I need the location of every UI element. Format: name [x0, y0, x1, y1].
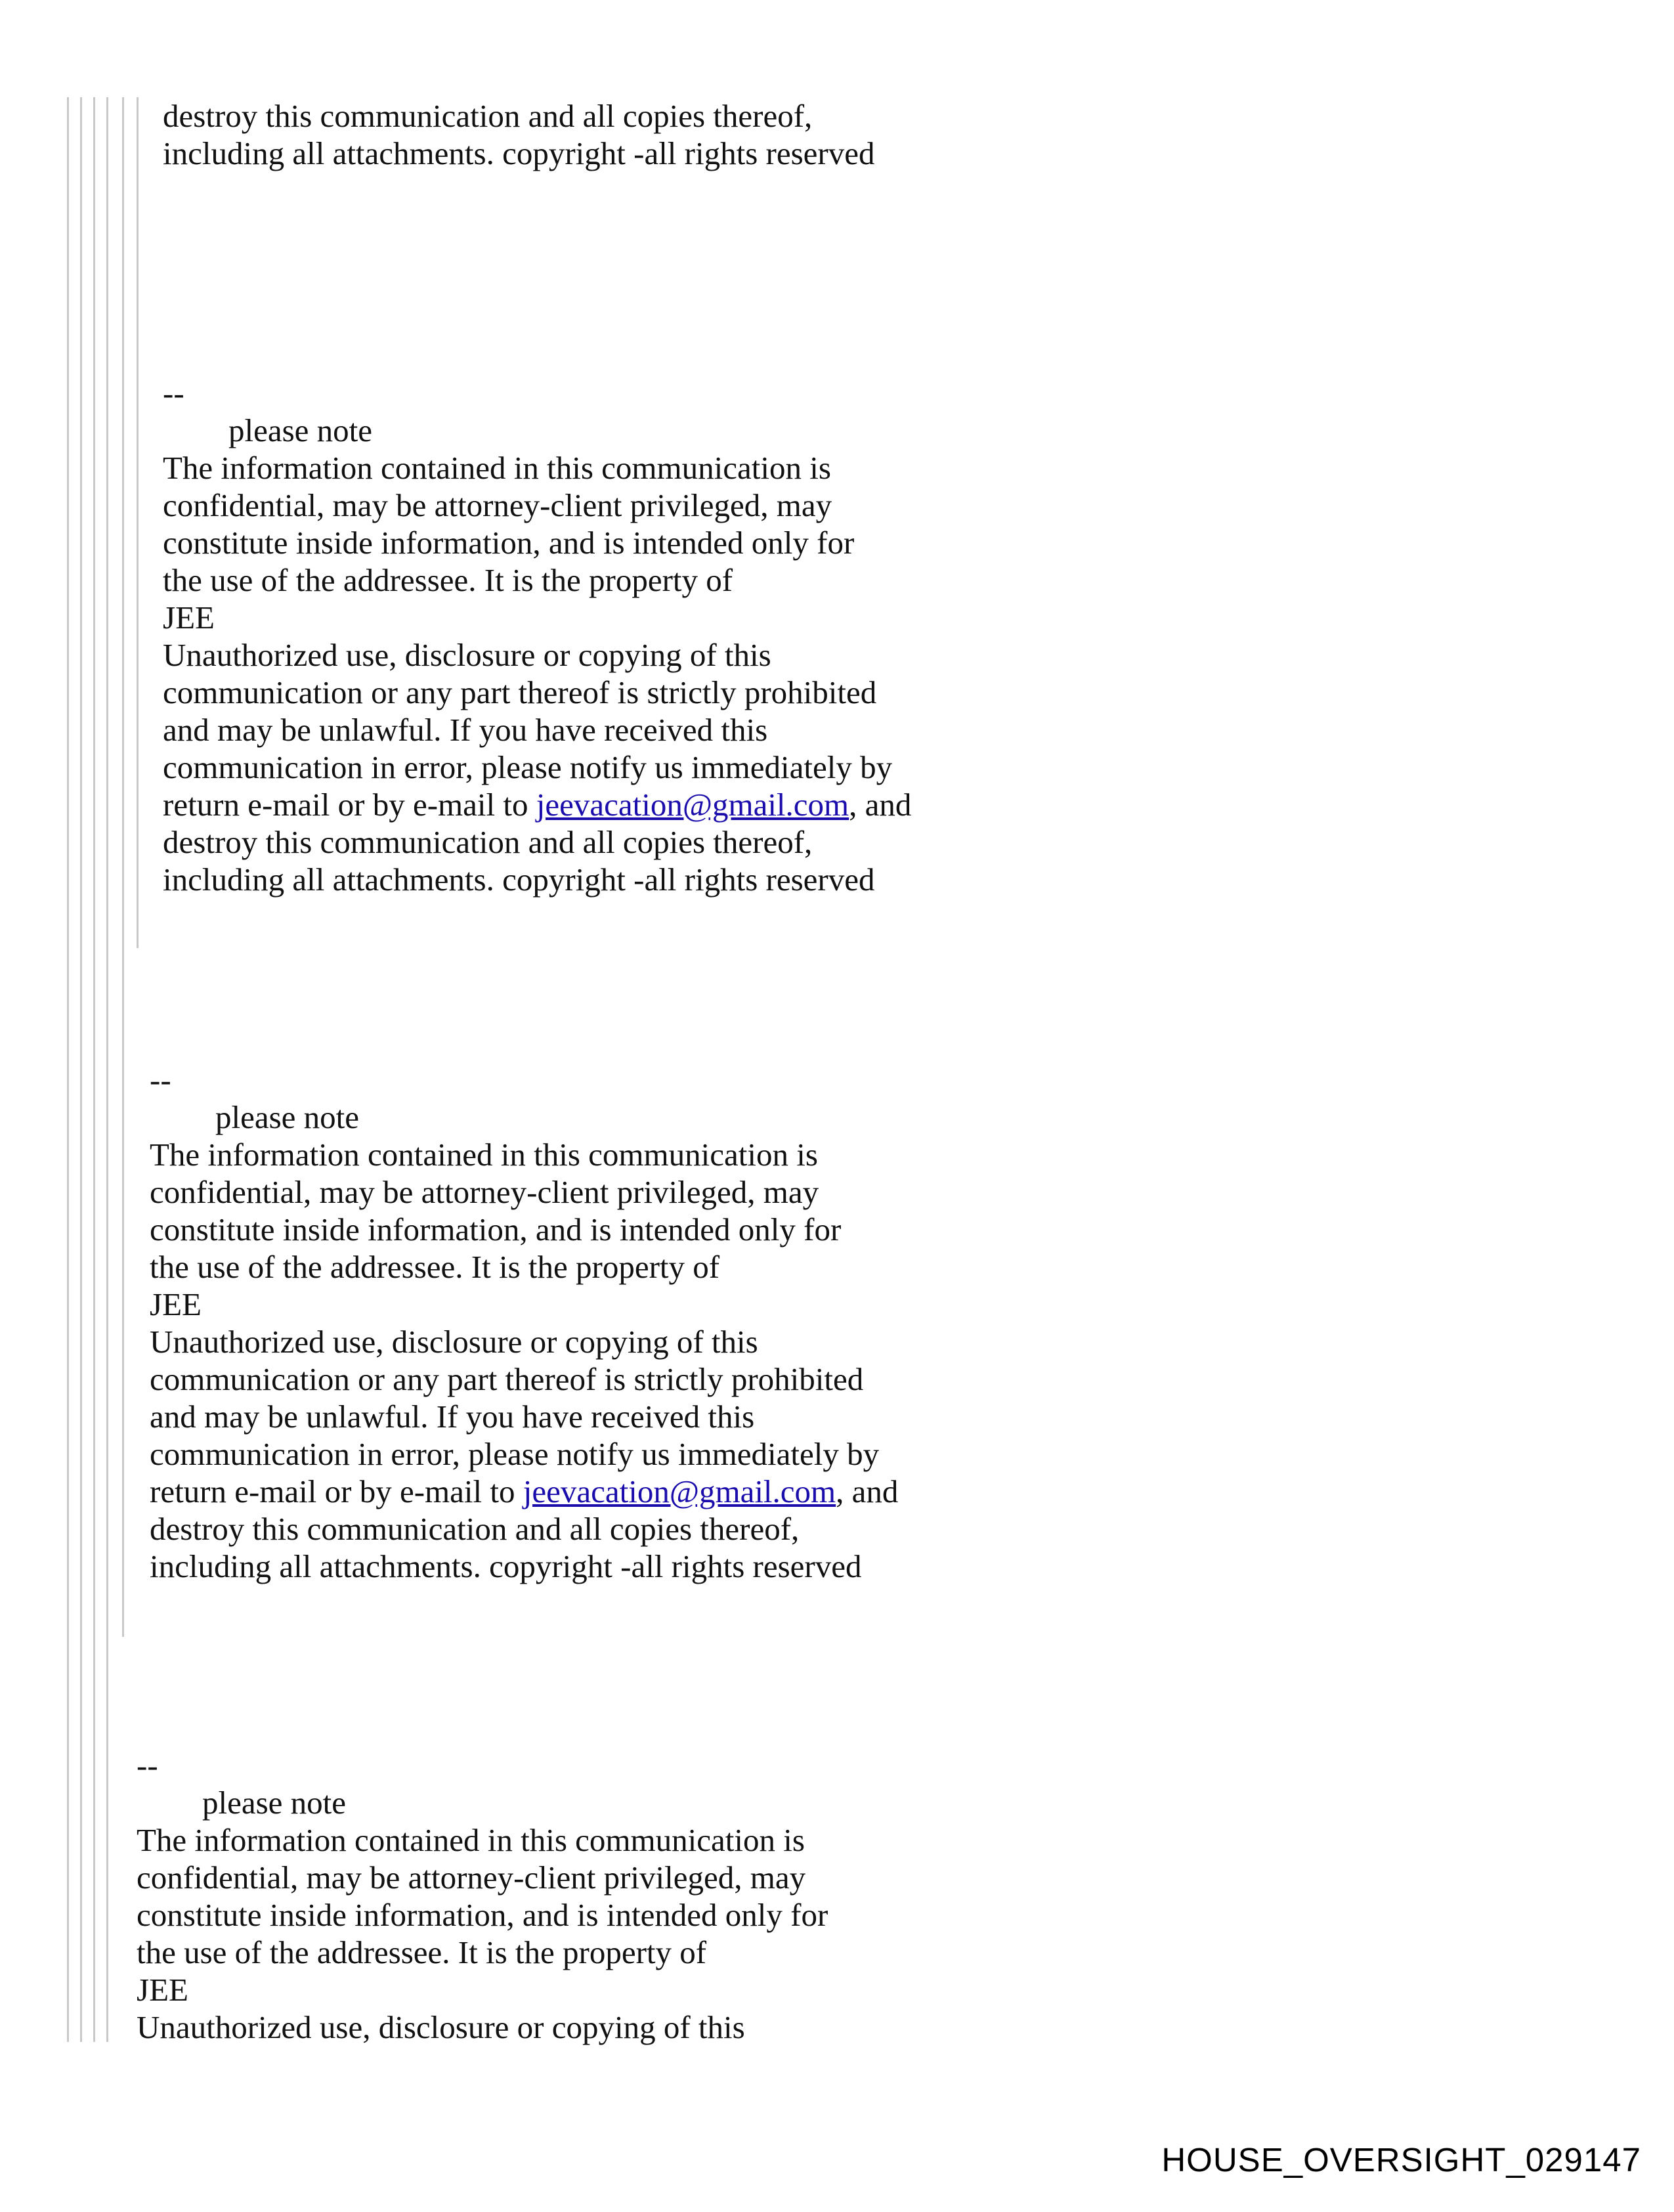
text-line: The information contained in this communication is: [163, 450, 831, 486]
text-line: confidential, may be attorney-client privileged, may: [163, 487, 832, 523]
link-suffix: , and: [836, 1473, 899, 1509]
text-line: the use of the addressee. It is the property of: [150, 1249, 720, 1285]
top-fragment: [163, 97, 874, 172]
text-line: the use of the addressee. It is the property of: [137, 1934, 707, 1970]
text-line: Unauthorized use, disclosure or copying of this: [137, 2009, 745, 2045]
quote-line-5: [122, 97, 124, 1637]
text-line: including all attachments. copyright -all rights reserved: [163, 861, 875, 898]
please-note-heading: please note: [228, 412, 373, 448]
link-suffix: , and: [849, 787, 912, 823]
text-line: JEE: [163, 599, 215, 636]
text-line: Unauthorized use, disclosure or copying of this: [163, 637, 771, 673]
bates-footer: HOUSE_OVERSIGHT_029147: [1161, 2141, 1641, 2179]
text-line: and may be unlawful. If you have received this: [163, 712, 768, 748]
text-line: JEE: [137, 1972, 188, 2008]
text-line: confidential, may be attorney-client privileged, may: [150, 1174, 819, 1210]
text-line: The information contained in this communication is: [150, 1137, 818, 1173]
signature-separator: --: [150, 1062, 171, 1098]
text-line: communication in error, please notify us immediately by: [150, 1436, 880, 1472]
disclaimer-block-2: [150, 1061, 898, 1585]
text-line: communication or any part thereof is strictly prohibited: [163, 674, 877, 710]
text-line: constitute inside information, and is intended only for: [137, 1897, 828, 1933]
email-link[interactable]: jeevacation@gmail.com: [523, 1473, 836, 1509]
text-line: including all attachments. copyright -all rights reserved: [150, 1548, 862, 1584]
quote-line-2: [80, 97, 82, 2042]
text-line: destroy this communication and all copies thereof,: [163, 98, 813, 134]
text-line: and may be unlawful. If you have received this: [150, 1399, 755, 1435]
text-line: confidential, may be attorney-client privileged, may: [137, 1859, 806, 1896]
please-note-heading: please note: [215, 1099, 360, 1135]
signature-separator: --: [163, 375, 184, 411]
text-line: communication or any part thereof is strictly prohibited: [150, 1361, 864, 1397]
text-line-with-link: [150, 1473, 898, 1510]
text-line: JEE: [150, 1286, 202, 1322]
quote-line-6: [137, 97, 139, 948]
email-link[interactable]: jeevacation@gmail.com: [536, 787, 849, 823]
quote-line-4: [106, 97, 108, 2042]
text-line: constitute inside information, and is intended only for: [150, 1211, 842, 1247]
text-line: communication in error, please notify us immediately by: [163, 749, 893, 785]
text-line: including all attachments. copyright -all rights reserved: [163, 135, 875, 171]
text-line: the use of the addressee. It is the property of: [163, 562, 733, 598]
please-note-heading: please note: [202, 1785, 347, 1821]
text-line: Unauthorized use, disclosure or copying of this: [150, 1324, 758, 1360]
disclaimer-block-1: [163, 374, 911, 898]
link-prefix: return e-mail or by e-mail to: [150, 1473, 523, 1509]
quote-line-3: [93, 97, 95, 2042]
text-line: destroy this communication and all copies thereof,: [163, 824, 813, 860]
text-line: constitute inside information, and is intended only for: [163, 525, 855, 561]
link-prefix: return e-mail or by e-mail to: [163, 787, 536, 823]
text-line: The information contained in this communication is: [137, 1822, 805, 1858]
text-line: destroy this communication and all copies thereof,: [150, 1511, 800, 1547]
quote-line-1: [67, 97, 69, 2042]
text-line-with-link: [163, 786, 911, 823]
signature-separator: --: [137, 1747, 158, 1783]
disclaimer-block-3: [137, 1746, 828, 2046]
